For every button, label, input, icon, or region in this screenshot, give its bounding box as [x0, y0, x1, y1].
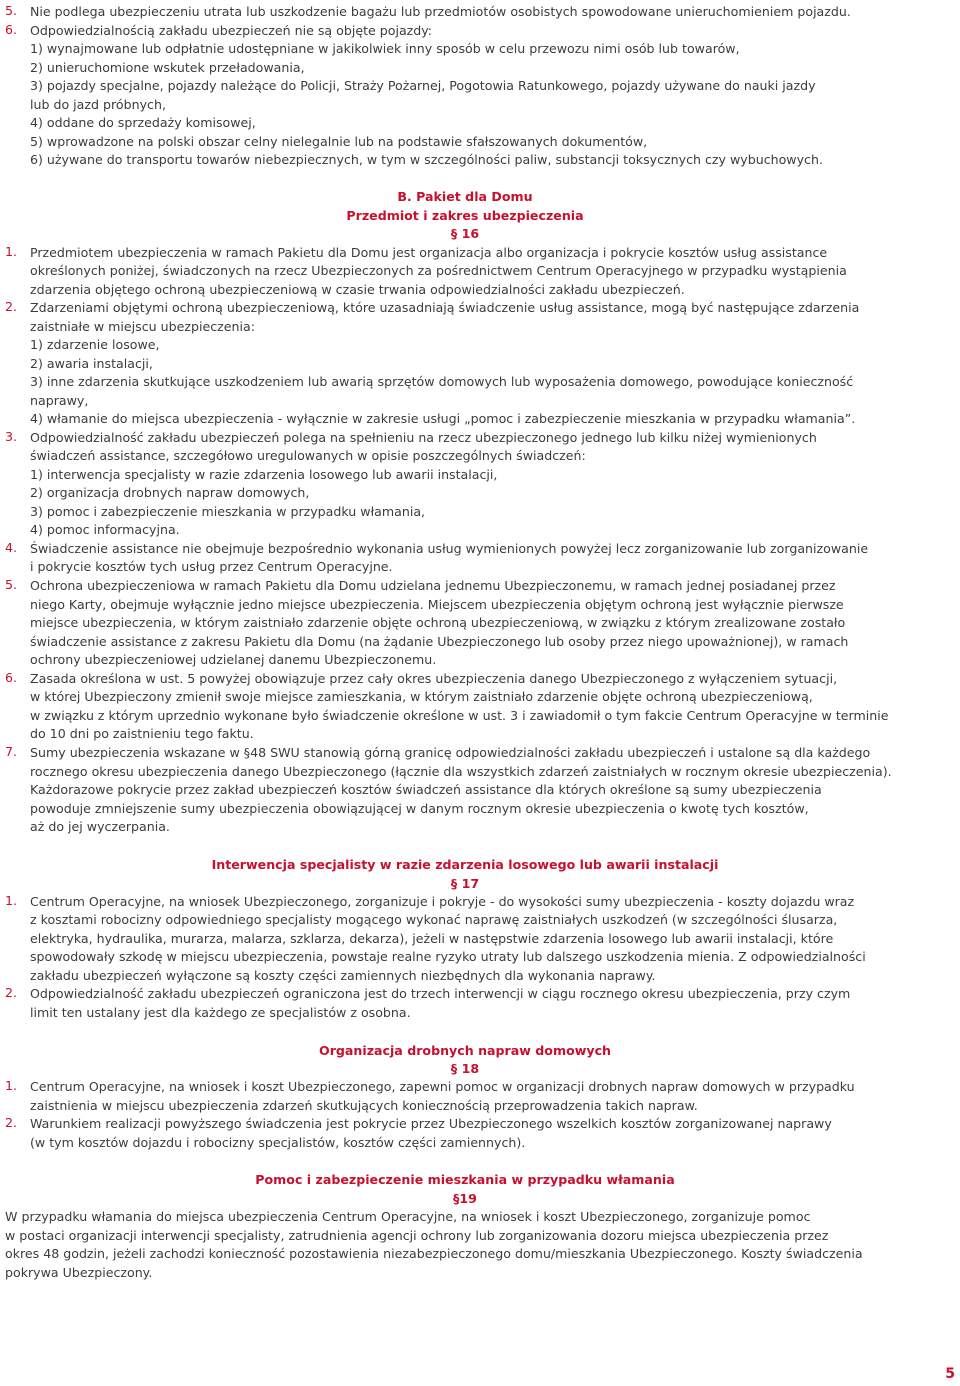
list-number: 2. [5, 299, 18, 314]
text-line: okres 48 godzin, jeżeli zachodzi konieczność pozostawienia niezabezpieczonego domu/mieszkania Ubezpieczonego. Koszty świadczenia [5, 1246, 863, 1261]
list-number: 5. [5, 577, 18, 592]
list-number: 2. [5, 985, 18, 1000]
text-line: limit ten ustalany jest dla każdego ze specjalistów z osobna. [30, 1005, 411, 1020]
text-line: 1) interwencja specjalisty w razie zdarzenia losowego lub awarii instalacji, [30, 467, 498, 482]
text-line: Warunkiem realizacji powyższego świadczenia jest pokrycie przez Ubezpieczonego wszelkich kosztów zorganizowanej naprawy [30, 1116, 832, 1131]
text-line: lub do jazd próbnych, [30, 97, 166, 112]
text-line: do 10 dni po zaistnieniu tego faktu. [30, 726, 254, 741]
list-number: 7. [5, 744, 18, 759]
list-number: 1. [5, 893, 18, 908]
text-line: Zasada określona w ust. 5 powyżej obowiązuje przez cały okres ubezpieczenia danego Ubezpieczonego z wyłączeniem sytuacji, [30, 671, 838, 686]
text-line: z kosztami robocizny odpowiedniego specjalisty mogącego wykonać naprawę zaistniałych uszkodzeń (w szczególności ślusarza, [30, 912, 838, 927]
list-number: 4. [5, 540, 18, 555]
text-line: Centrum Operacyjne, na wniosek i koszt Ubezpieczonego, zapewni pomoc w organizacji drobnych napraw domowych w przypadku [30, 1079, 855, 1094]
text-line: rocznego okresu ubezpieczenia danego Ubezpieczonego (łącznie dla wszystkich zdarzeń zaistniałych w rocznym okresie ubezpieczenia). [30, 764, 892, 779]
text-line: i pokrycie kosztów tych usług przez Centrum Operacyjne. [30, 559, 393, 574]
text-line: aż do jej wyczerpania. [30, 819, 170, 834]
text-line: 5) wprowadzone na polski obszar celny nielegalnie lub na podstawie sfałszowanych dokumentów, [30, 134, 648, 149]
text-line: 1) zdarzenie losowe, [30, 337, 160, 352]
text-line: Przedmiotem ubezpieczenia w ramach Pakietu dla Domu jest organizacja albo organizacja i pokrycie kosztów usług assistance [30, 245, 828, 260]
text-line: w związku z którym uprzednio wykonane było świadczenie określone w ust. 3 i zawiadomił o tym fakcie Centrum Operacyjne w terminie [30, 708, 889, 723]
text-line: 4) pomoc informacyjna. [30, 522, 180, 537]
text-line: spowodowały szkodę w miejscu ubezpieczenia, powstaje realne ryzyko utraty lub dalszego uszkodzenia mienia. Z odpowiedzialności [30, 949, 866, 964]
text-line: w postaci organizacji interwencji specjalisty, zatrudnienia agencji ochrony lub zorganizowania dozoru miejsca ubezpieczenia przez [5, 1228, 829, 1243]
list-number: 1. [5, 1078, 18, 1093]
text-line: Nie podlega ubezpieczeniu utrata lub uszkodzenie bagażu lub przedmiotów osobistych spowodowane unieruchomieniem pojazdu. [30, 4, 851, 19]
text-line: 4) oddane do sprzedaży komisowej, [30, 115, 256, 130]
list-number: 1. [5, 244, 18, 259]
text-line: 4) włamanie do miejsca ubezpieczenia - wyłącznie w zakresie usługi „pomoc i zabezpieczenie mieszkania w przypadku włamania”. [30, 411, 856, 426]
text-line: 1) wynajmowane lub odpłatnie udostępniane w jakikolwiek inny sposób w celu przewozu nimi osób lub towarów, [30, 41, 740, 56]
list-number: 3. [5, 429, 18, 444]
text-line: 3) inne zdarzenia skutkujące uszkodzeniem lub awarią sprzętów domowych lub wyposażenia domowego, powodujące konieczność [30, 374, 854, 389]
text-line: zdarzenia objętego ochroną ubezpieczeniową w czasie trwania odpowiedzialności zakładu ubezpieczeń. [30, 282, 685, 297]
section-heading: Organizacja drobnych napraw domowych [318, 1043, 611, 1058]
text-line: zakładu ubezpieczeń wyłączone są koszty części zamiennych niezbędnych dla wykonania naprawy. [30, 968, 656, 983]
text-line: 2) unieruchomione wskutek przeładowania, [30, 60, 305, 75]
text-line: niego Karty, obejmuje wyłącznie jedno miejsce ubezpieczenia. Miejscem ubezpieczenia objętym ochroną jest wyłącznie pierwsze [30, 597, 844, 612]
text-line: zaistniałe w miejscu ubezpieczenia: [30, 319, 255, 334]
section-heading: Interwencja specjalisty w razie zdarzenia losowego lub awarii instalacji [211, 857, 719, 872]
text-line: W przypadku włamania do miejsca ubezpieczenia Centrum Operacyjne, na wniosek i koszt Ubezpieczonego, zorganizuje pomoc [5, 1209, 811, 1224]
text-line: 3) pomoc i zabezpieczenie mieszkania w przypadku włamania, [30, 504, 426, 519]
section-heading: B. Pakiet dla Domu [397, 189, 533, 204]
paragraph-mark: § 16 [450, 226, 480, 241]
text-line: miejsce ubezpieczenia, w którym zaistniało zdarzenie objęte ochroną ubezpieczeniową, w związku z którym zrealizowane zostało [30, 615, 846, 630]
text-line: (w tym kosztów dojazdu i robocizny specjalistów, kosztów części zamiennych). [30, 1135, 526, 1150]
text-line: Odpowiedzialnością zakładu ubezpieczeń nie są objęte pojazdy: [30, 23, 433, 38]
text-line: w której Ubezpieczony zmienił swoje miejsce zamieszkania, w którym zaistniało zdarzenie objęte ochroną ubezpieczeniową, [30, 689, 813, 704]
text-line: Odpowiedzialność zakładu ubezpieczeń polega na spełnieniu na rzecz ubezpieczonego jednego lub kilku niżej wymienionych [30, 430, 817, 445]
list-number: 5. [5, 3, 18, 18]
text-line: Każdorazowe pokrycie przez zakład ubezpieczeń kosztów świadczeń assistance dla których określone są sumy ubezpieczenia [30, 782, 822, 797]
text-line: ochrony ubezpieczeniowej udzielanej danemu Ubezpieczonemu. [30, 652, 437, 667]
text-line: naprawy, [30, 393, 89, 408]
text-line: Odpowiedzialność zakładu ubezpieczeń ograniczona jest do trzech interwencji w ciągu rocznego okresu ubezpieczenia, przy czym [30, 986, 851, 1001]
text-line: 3) pojazdy specjalne, pojazdy należące do Policji, Straży Pożarnej, Pogotowia Ratunkowego, pojazdy używane do nauki jazdy [30, 78, 816, 93]
text-line: określonych poniżej, świadczonych na rzecz Ubezpieczonych za pośrednictwem Centrum Operacyjnego w przypadku wystąpienia [30, 263, 847, 278]
list-number: 2. [5, 1115, 18, 1130]
text-line: elektryka, hydraulika, murarza, malarza, szklarza, dekarza), jeżeli w następstwie zdarzenia losowego lub awarii instalacji, które [30, 931, 834, 946]
section-heading: Pomoc i zabezpieczenie mieszkania w przypadku włamania [255, 1172, 675, 1187]
text-line: 2) organizacja drobnych napraw domowych, [30, 485, 310, 500]
paragraph-mark: §19 [453, 1191, 477, 1206]
paragraph-mark: § 18 [450, 1061, 480, 1076]
text-line: zaistnienia w miejscu ubezpieczenia zdarzeń skutkujących koniecznością przeprowadzenia takich napraw. [30, 1098, 698, 1113]
text-line: Centrum Operacyjne, na wniosek Ubezpieczonego, zorganizuje i pokryje - do wysokości sumy ubezpieczenia - koszty dojazdu wraz [30, 894, 855, 909]
text-line: 2) awaria instalacji, [30, 356, 153, 371]
list-number: 6. [5, 22, 18, 37]
text-line: powoduje zmniejszenie sumy ubezpieczenia obowiązującej w danym rocznym okresie ubezpieczenia o kwotę tych kosztów, [30, 801, 809, 816]
text-line: Sumy ubezpieczenia wskazane w §48 SWU stanowią górną granicę odpowiedzialności zakładu ubezpieczeń i ustalone są dla każdego [30, 745, 871, 760]
section-heading: Przedmiot i zakres ubezpieczenia [346, 208, 584, 223]
text-line: 6) używane do transportu towarów niebezpiecznych, w tym w szczególności paliw, substancji toksycznych czy wybuchowych. [30, 152, 823, 167]
text-line: Ochrona ubezpieczeniowa w ramach Pakietu dla Domu udzielana jednemu Ubezpieczonemu, w ramach jednej posiadanej przez [30, 578, 836, 593]
page-number: 5 [945, 1366, 955, 1382]
text-line: świadczeń assistance, szczegółowo uregulowanych w opisie poszczególnych świadczeń: [30, 448, 586, 463]
text-line: świadczenie assistance z zakresu Pakietu dla Domu (na żądanie Ubezpieczonego lub osoby przez niego upoważnionej), w ramach [30, 634, 849, 649]
text-line: pokrywa Ubezpieczony. [5, 1265, 153, 1280]
text-line: Zdarzeniami objętymi ochroną ubezpieczeniową, które uzasadniają świadczenie usług assistance, mogą być następujące zdarzenia [30, 300, 860, 315]
paragraph-mark: § 17 [450, 876, 480, 891]
list-number: 6. [5, 670, 18, 685]
text-line: Świadczenie assistance nie obejmuje bezpośrednio wykonania usług wymienionych powyżej lecz zorganizowanie lub zorganizowanie [30, 541, 869, 556]
